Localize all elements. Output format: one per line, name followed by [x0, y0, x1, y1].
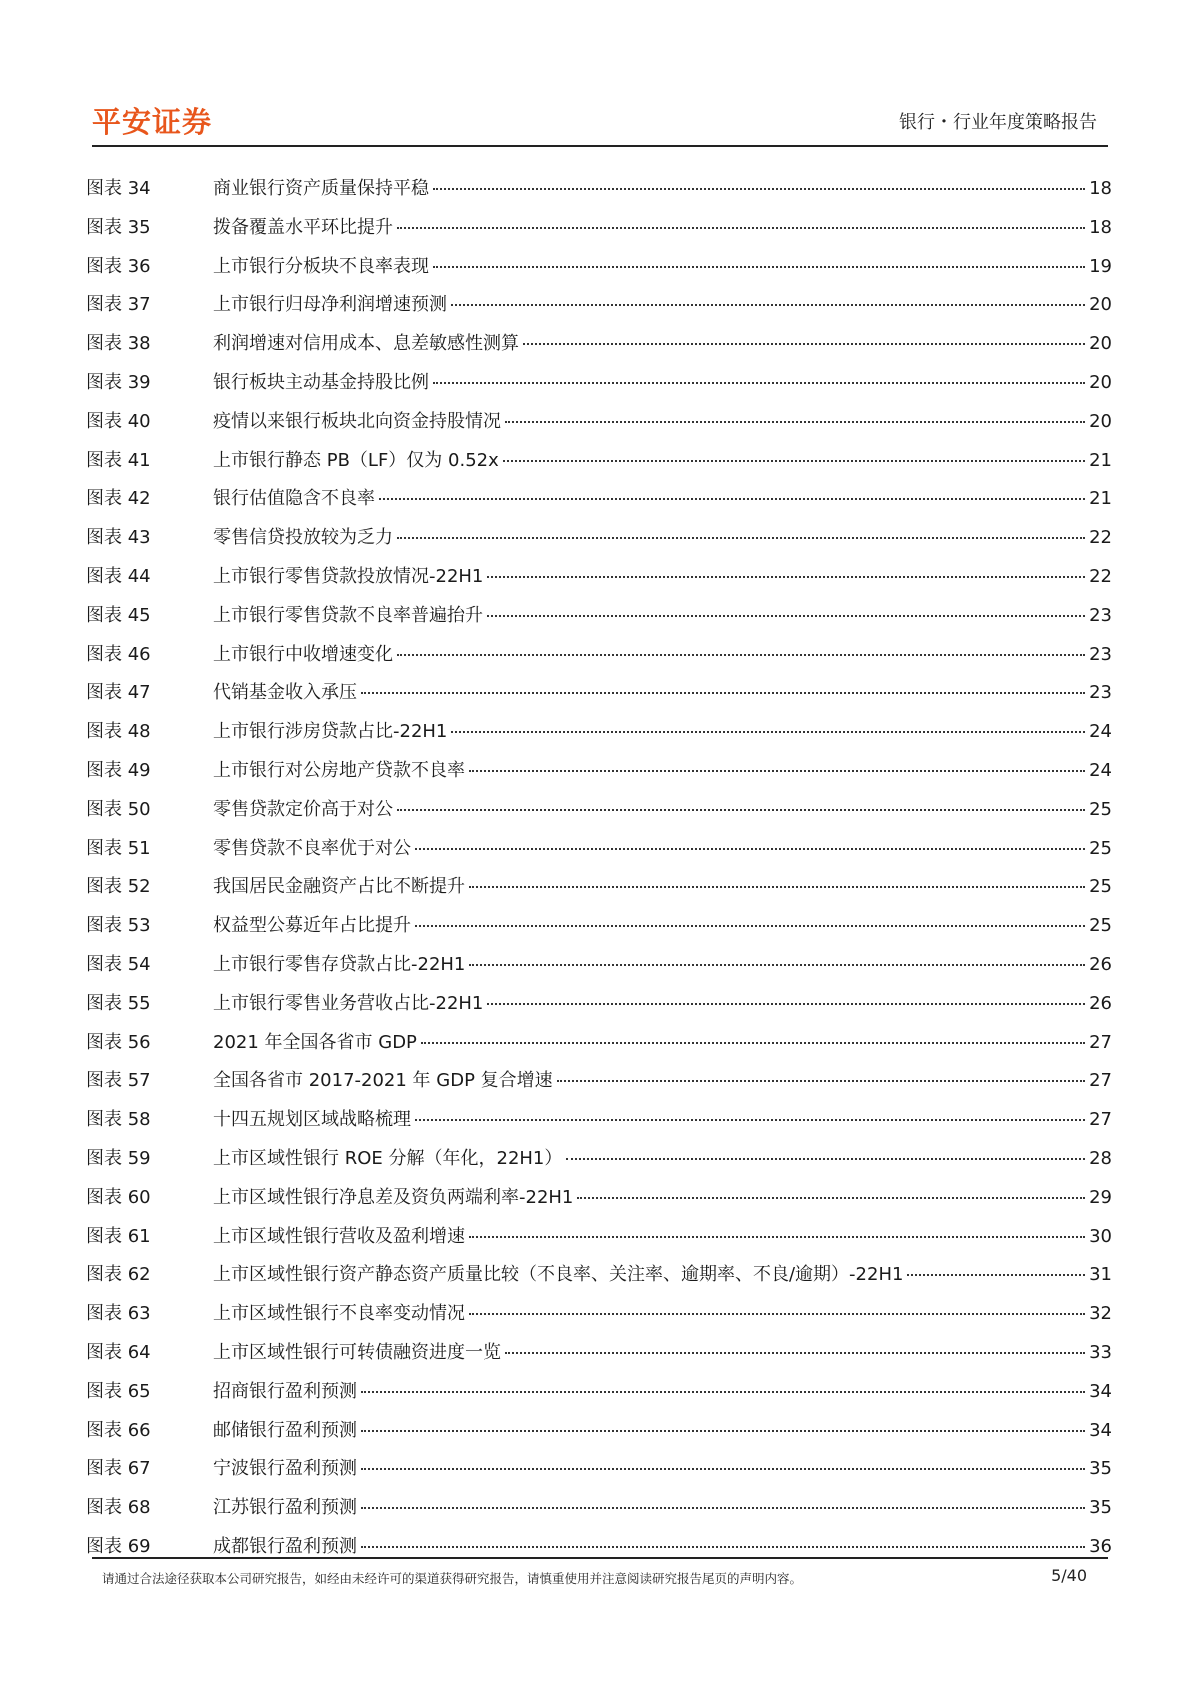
- toc-entry[interactable]: [86, 1416, 1112, 1455]
- page-ref[interactable]: 23: [1089, 643, 1112, 665]
- figure-label: 图表 68: [86, 1497, 151, 1519]
- dot-leader: [557, 1080, 1085, 1082]
- figure-label: 图表 40: [86, 410, 151, 432]
- figure-label: 图表 55: [86, 992, 151, 1014]
- dot-leader: [433, 188, 1085, 190]
- page-ref[interactable]: 31: [1089, 1264, 1112, 1286]
- figure-title[interactable]: 十四五规划区域战略梳理: [213, 1109, 411, 1131]
- figure-title[interactable]: 疫情以来银行板块北向资金持股情况: [213, 410, 501, 432]
- dot-leader: [433, 382, 1085, 384]
- dot-leader: [361, 1507, 1085, 1509]
- toc-entry[interactable]: [86, 717, 1112, 756]
- page-ref[interactable]: 20: [1089, 371, 1112, 393]
- figure-title[interactable]: 上市银行静态 PB（LF）仅为 0.52x: [213, 449, 499, 471]
- figure-label: 图表 57: [86, 1070, 151, 1092]
- dot-leader: [523, 343, 1085, 345]
- toc-entry[interactable]: [86, 1028, 1112, 1067]
- figure-label: 图表 58: [86, 1109, 151, 1131]
- figure-label: 图表 39: [86, 371, 151, 393]
- page-ref[interactable]: 20: [1089, 410, 1112, 432]
- figure-label: 图表 48: [86, 721, 151, 743]
- toc-entry[interactable]: [86, 911, 1112, 950]
- figure-title[interactable]: 零售贷款不良率优于对公: [213, 837, 411, 859]
- figure-label: 图表 42: [86, 488, 151, 510]
- toc-entry[interactable]: [86, 213, 1112, 252]
- page-ref[interactable]: 25: [1089, 876, 1112, 898]
- figure-label: 图表 34: [86, 178, 151, 199]
- figure-label: 图表 35: [86, 216, 151, 238]
- page-ref[interactable]: 19: [1089, 255, 1112, 277]
- dot-leader: [415, 925, 1085, 927]
- toc-entry[interactable]: [86, 523, 1112, 562]
- dot-leader: [361, 1546, 1085, 1548]
- figure-title[interactable]: 上市区域性银行不良率变动情况: [213, 1303, 465, 1325]
- page-ref[interactable]: 30: [1089, 1225, 1112, 1247]
- toc-entry[interactable]: [86, 989, 1112, 1028]
- toc-entry[interactable]: [86, 1260, 1112, 1299]
- document-title: 银行・行业年度策略报告: [899, 112, 1097, 133]
- page-number: 5/40: [1051, 1566, 1087, 1585]
- dot-leader: [433, 266, 1085, 268]
- toc-entry[interactable]: [86, 1222, 1112, 1261]
- dot-leader: [469, 1236, 1085, 1238]
- figure-label: 图表 67: [86, 1458, 151, 1480]
- toc-entry[interactable]: [86, 174, 1112, 213]
- dot-leader: [505, 1352, 1085, 1354]
- figure-title[interactable]: 上市区域性银行可转债融资进度一览: [213, 1341, 501, 1363]
- figure-title[interactable]: 上市区域性银行资产静态资产质量比较（不良率、关注率、逾期率、不良/逾期）-22H1: [213, 1264, 904, 1286]
- figure-title[interactable]: 我国居民金融资产占比不断提升: [213, 876, 465, 898]
- figure-title[interactable]: 上市银行零售存贷款占比-22H1: [213, 953, 466, 975]
- page-ref[interactable]: 24: [1089, 721, 1112, 743]
- page-ref[interactable]: 27: [1089, 1070, 1112, 1092]
- dot-leader: [361, 1430, 1085, 1432]
- figure-label: 图表 41: [86, 449, 151, 471]
- figure-title[interactable]: 上市银行零售贷款不良率普遍抬升: [213, 604, 483, 626]
- figure-label: 图表 61: [86, 1225, 151, 1247]
- dot-leader: [361, 1468, 1085, 1470]
- figure-label: 图表 66: [86, 1419, 151, 1441]
- page-ref[interactable]: 35: [1089, 1458, 1112, 1480]
- page-ref[interactable]: 36: [1089, 1535, 1112, 1557]
- figure-title[interactable]: 零售贷款定价高于对公: [213, 798, 393, 820]
- figure-label: 图表 45: [86, 604, 151, 626]
- figure-title[interactable]: 上市银行零售业务营收占比-22H1: [213, 992, 484, 1014]
- dot-leader: [469, 1313, 1085, 1315]
- page-ref[interactable]: 27: [1089, 1109, 1112, 1131]
- figure-label: 图表 56: [86, 1031, 151, 1053]
- toc-entry[interactable]: [86, 678, 1112, 717]
- toc-entry[interactable]: [86, 562, 1112, 601]
- dot-leader: [503, 460, 1085, 462]
- dot-leader: [577, 1197, 1085, 1199]
- page-ref[interactable]: 34: [1089, 1380, 1112, 1402]
- toc-entry[interactable]: [86, 1493, 1112, 1532]
- figure-title[interactable]: 零售信贷投放较为乏力: [213, 527, 393, 549]
- toc-entry[interactable]: [86, 252, 1112, 291]
- figure-title[interactable]: 上市银行零售贷款投放情况-22H1: [213, 565, 484, 587]
- page-ref[interactable]: 22: [1089, 527, 1112, 549]
- figure-label: 图表 53: [86, 915, 151, 937]
- figure-label: 图表 44: [86, 565, 151, 587]
- figure-title[interactable]: 银行板块主动基金持股比例: [213, 371, 429, 393]
- toc-entry[interactable]: [86, 601, 1112, 640]
- page-ref[interactable]: 20: [1089, 294, 1112, 316]
- figure-label: 图表 69: [86, 1535, 151, 1557]
- dot-leader: [469, 770, 1085, 772]
- toc-entry[interactable]: [86, 290, 1112, 329]
- footer-disclaimer: 请通过合法途径获取本公司研究报告，如经由未经许可的渠道获得研究报告，请慎重使用并注意阅读研究报告尾页的声明内容。: [102, 1571, 803, 1586]
- dot-leader: [469, 886, 1085, 888]
- figure-label: 图表 50: [86, 798, 151, 820]
- dot-leader: [907, 1274, 1085, 1276]
- figure-label: 图表 49: [86, 759, 151, 781]
- figure-title[interactable]: 上市区域性银行营收及盈利增速: [213, 1225, 465, 1247]
- dot-leader: [397, 654, 1085, 656]
- page-ref[interactable]: 21: [1089, 449, 1112, 471]
- toc-entry[interactable]: [86, 795, 1112, 834]
- dot-leader: [451, 731, 1085, 733]
- figure-title[interactable]: 上市区域性银行净息差及资负两端利率-22H1: [213, 1186, 574, 1208]
- figure-label: 图表 63: [86, 1303, 151, 1325]
- figure-label: 图表 38: [86, 333, 151, 355]
- figure-title[interactable]: 2021 年全国各省市 GDP: [213, 1031, 417, 1053]
- toc-entry[interactable]: [86, 484, 1112, 523]
- figure-label: 图表 37: [86, 294, 151, 316]
- toc-entry[interactable]: [86, 1377, 1112, 1416]
- figure-label: 图表 64: [86, 1341, 151, 1363]
- page-ref[interactable]: 25: [1089, 837, 1112, 859]
- figure-title[interactable]: 权益型公募近年占比提升: [213, 915, 411, 937]
- figure-title[interactable]: 商业银行资产质量保持平稳: [213, 178, 429, 199]
- page-ref[interactable]: 18: [1089, 178, 1112, 199]
- toc-entry[interactable]: [86, 834, 1112, 873]
- page-ref[interactable]: 21: [1089, 488, 1112, 510]
- page-ref[interactable]: 27: [1089, 1031, 1112, 1053]
- page-ref[interactable]: 25: [1089, 798, 1112, 820]
- figure-title[interactable]: 上市银行中收增速变化: [213, 643, 393, 665]
- toc-entry[interactable]: [86, 950, 1112, 989]
- page-ref[interactable]: 26: [1089, 953, 1112, 975]
- page-ref[interactable]: 24: [1089, 759, 1112, 781]
- figure-title[interactable]: 利润增速对信用成本、息差敏感性测算: [213, 333, 519, 355]
- dot-leader: [421, 1042, 1085, 1044]
- figure-label: 图表 51: [86, 837, 151, 859]
- toc-entry[interactable]: [86, 368, 1112, 407]
- company-logo: 平安证券: [92, 105, 213, 139]
- figure-label: 图表 59: [86, 1147, 151, 1169]
- figure-title[interactable]: 邮储银行盈利预测: [213, 1419, 357, 1441]
- dot-leader: [361, 1391, 1085, 1393]
- figure-title[interactable]: 代销基金收入承压: [213, 682, 357, 704]
- toc-entry[interactable]: [86, 1338, 1112, 1377]
- figure-title[interactable]: 招商银行盈利预测: [213, 1380, 357, 1402]
- dot-leader: [415, 1119, 1085, 1121]
- figure-label: 图表 47: [86, 682, 151, 704]
- toc-entry[interactable]: [86, 1183, 1112, 1222]
- figure-title[interactable]: 上市银行涉房贷款占比-22H1: [213, 721, 448, 743]
- figure-label: 图表 46: [86, 643, 151, 665]
- figure-title[interactable]: 宁波银行盈利预测: [213, 1458, 357, 1480]
- figure-title[interactable]: 上市银行对公房地产贷款不良率: [213, 759, 465, 781]
- toc-entry[interactable]: [86, 1299, 1112, 1338]
- dot-leader: [487, 615, 1085, 617]
- figure-title[interactable]: 上市银行归母净利润增速预测: [213, 294, 447, 316]
- page-ref[interactable]: 34: [1089, 1419, 1112, 1441]
- dot-leader: [566, 1158, 1085, 1160]
- page-ref[interactable]: 18: [1089, 216, 1112, 238]
- page-ref[interactable]: 22: [1089, 565, 1112, 587]
- page-ref[interactable]: 32: [1089, 1303, 1112, 1325]
- figure-label: 图表 36: [86, 255, 151, 277]
- page-ref[interactable]: 29: [1089, 1186, 1112, 1208]
- dot-leader: [487, 576, 1085, 578]
- dot-leader: [361, 692, 1085, 694]
- toc-entry[interactable]: [86, 1105, 1112, 1144]
- dot-leader: [397, 227, 1085, 229]
- toc-entry[interactable]: [86, 872, 1112, 911]
- figure-title[interactable]: 银行估值隐含不良率: [213, 488, 375, 510]
- figure-label: 图表 54: [86, 953, 151, 975]
- dot-leader: [487, 1003, 1085, 1005]
- toc-entry[interactable]: [86, 446, 1112, 485]
- page-ref[interactable]: 28: [1089, 1147, 1112, 1169]
- figure-title[interactable]: 全国各省市 2017-2021 年 GDP 复合增速: [213, 1070, 553, 1092]
- toc-entry[interactable]: [86, 1532, 1112, 1571]
- footer-divider: [92, 1557, 1108, 1559]
- figure-title[interactable]: 上市银行分板块不良率表现: [213, 255, 429, 277]
- toc-entry[interactable]: [86, 1454, 1112, 1493]
- toc-entry[interactable]: [86, 640, 1112, 679]
- figure-title[interactable]: 成都银行盈利预测: [213, 1535, 357, 1557]
- page-ref[interactable]: 20: [1089, 333, 1112, 355]
- dot-leader: [451, 304, 1085, 306]
- toc-entry[interactable]: [86, 1066, 1112, 1105]
- dot-leader: [505, 421, 1085, 423]
- header-divider: [92, 145, 1108, 147]
- dot-leader: [397, 537, 1085, 539]
- dot-leader: [415, 848, 1085, 850]
- toc-entry[interactable]: [86, 1144, 1112, 1183]
- figure-label: 图表 65: [86, 1380, 151, 1402]
- page-ref[interactable]: 26: [1089, 992, 1112, 1014]
- page-ref[interactable]: 33: [1089, 1341, 1112, 1363]
- page-ref[interactable]: 35: [1089, 1497, 1112, 1519]
- figure-title[interactable]: 上市区域性银行 ROE 分解（年化，22H1）: [213, 1147, 563, 1169]
- toc-entry[interactable]: [86, 329, 1112, 368]
- table-of-figures: [86, 174, 1112, 1571]
- figure-title[interactable]: 江苏银行盈利预测: [213, 1497, 357, 1519]
- dot-leader: [469, 964, 1085, 966]
- page-ref[interactable]: 23: [1089, 604, 1112, 626]
- figure-label: 图表 43: [86, 527, 151, 549]
- dot-leader: [397, 809, 1085, 811]
- dot-leader: [379, 498, 1085, 500]
- toc-entry[interactable]: [86, 407, 1112, 446]
- figure-label: 图表 60: [86, 1186, 151, 1208]
- toc-entry[interactable]: [86, 756, 1112, 795]
- figure-label: 图表 62: [86, 1264, 151, 1286]
- page-ref[interactable]: 23: [1089, 682, 1112, 704]
- figure-label: 图表 52: [86, 876, 151, 898]
- page-ref[interactable]: 25: [1089, 915, 1112, 937]
- figure-title[interactable]: 拨备覆盖水平环比提升: [213, 216, 393, 238]
